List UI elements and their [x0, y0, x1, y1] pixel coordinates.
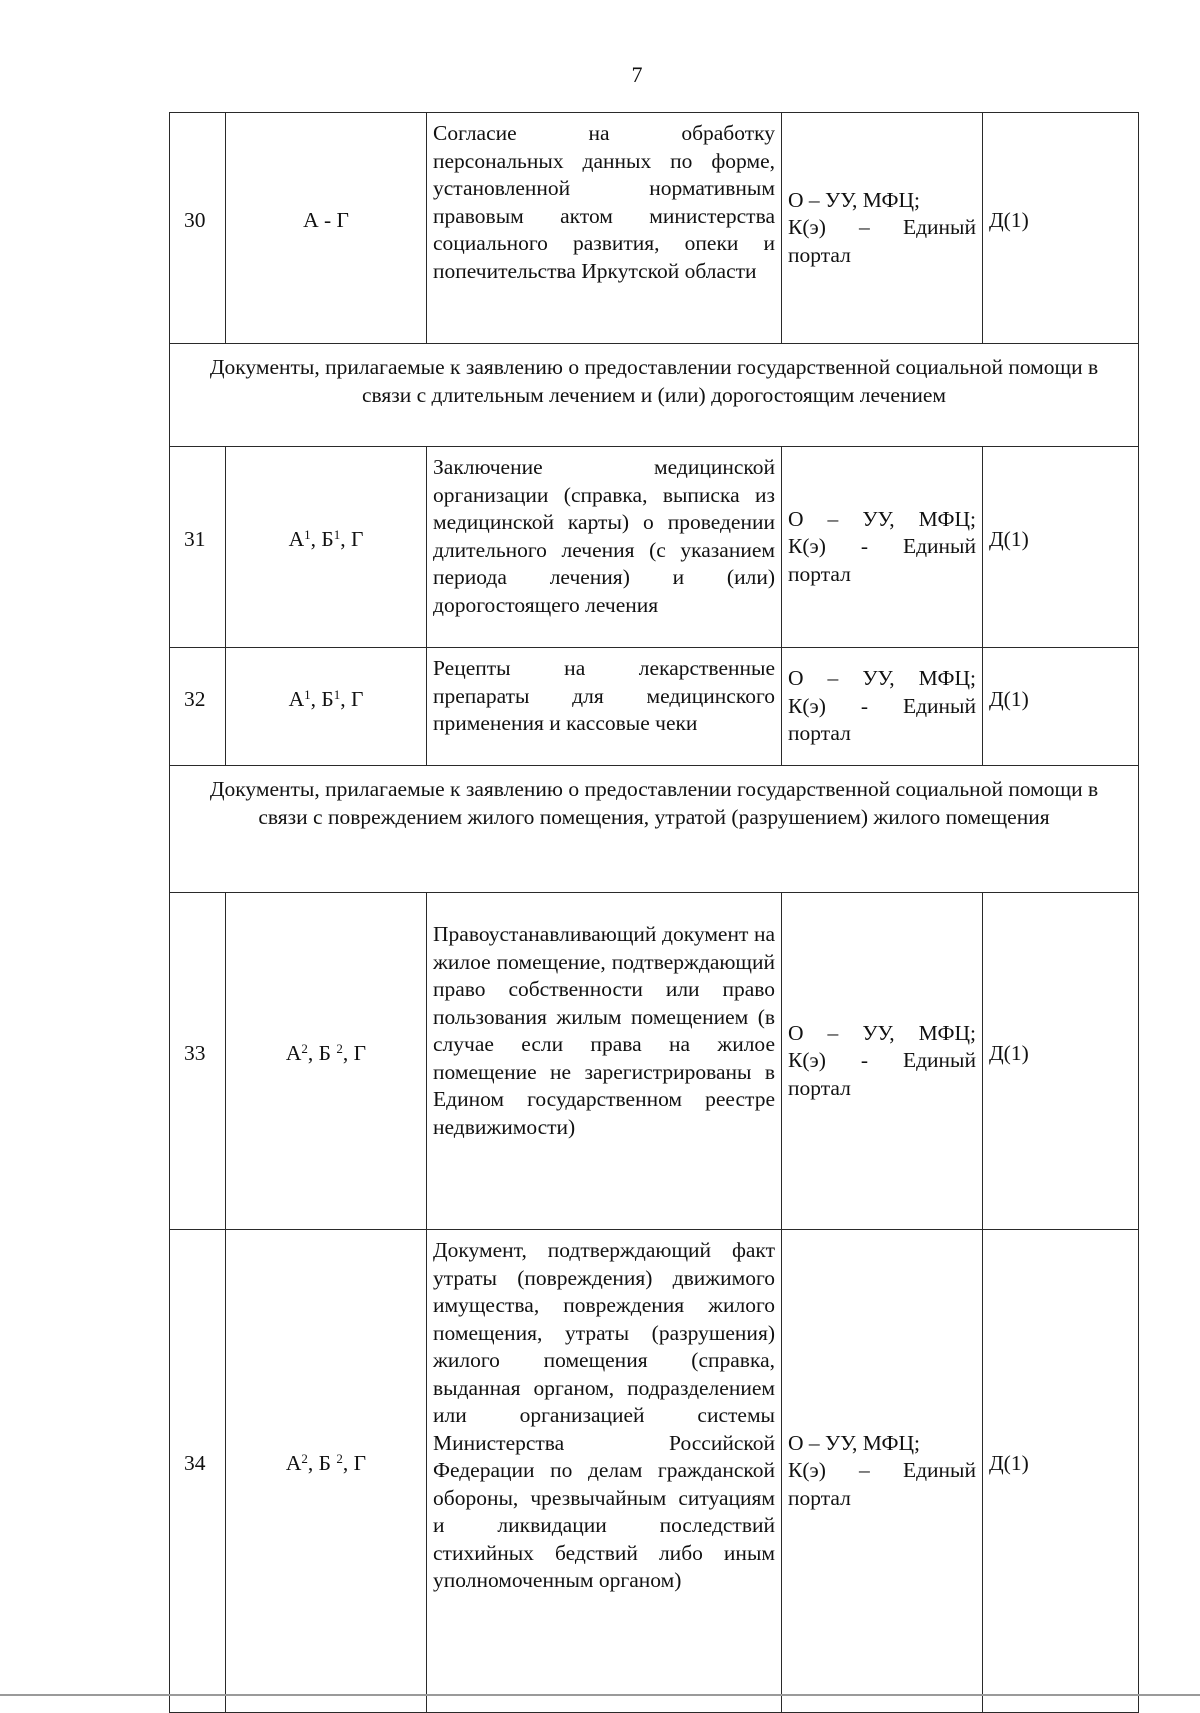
applicant-part: , Г	[342, 1451, 367, 1476]
applicant-part: , Б	[310, 527, 334, 552]
document-code: Д(1)	[983, 893, 1139, 1230]
applicant-categories	[226, 1230, 427, 1713]
table-row	[170, 447, 1139, 648]
applicant-part: А	[288, 686, 305, 711]
applicant-superscript: 2	[301, 1041, 308, 1057]
document-description: Согласие на обработку персональных данных по форме, установленной нормативным правовым актом министерства социального развития, опеки и попечительства Иркутской области	[427, 113, 782, 344]
applicant-superscript: 2	[301, 1451, 308, 1467]
applicant-categories: А - Г	[226, 113, 427, 344]
submission-method	[782, 893, 983, 1230]
table-row	[170, 1230, 1139, 1713]
section-header-row	[170, 766, 1139, 893]
page-number: 7	[631, 62, 643, 87]
submission-method	[782, 113, 983, 344]
section-header-row	[170, 344, 1139, 447]
document-code: Д(1)	[983, 113, 1139, 344]
submission-method-line: О – УУ, МФЦ;	[788, 187, 921, 212]
submission-method-line: портал	[788, 561, 851, 586]
section-title-treatment: Документы, прилагаемые к заявлению о предоставлении государственной социальной помощи в связи с длительным лечением и (или) дорогостоящим лечением	[170, 344, 1139, 447]
applicant-categories	[226, 893, 427, 1230]
applicant-superscript: 1	[333, 686, 341, 702]
row-number: 34	[170, 1230, 226, 1713]
submission-method	[782, 447, 983, 648]
applicant-part: А	[285, 1451, 302, 1476]
submission-method-line: портал	[788, 1485, 851, 1510]
applicant-part: А	[285, 1041, 302, 1066]
document-description: Рецепты на лекарственные препараты для медицинского применения и кассовые чеки	[427, 648, 782, 766]
document-code: Д(1)	[983, 447, 1139, 648]
row-number: 33	[170, 893, 226, 1230]
table-row	[170, 893, 1139, 1230]
submission-method-line: портал	[788, 242, 851, 267]
table-row	[170, 113, 1139, 344]
document-description: Документ, подтверждающий факт утраты (повреждения) движимого имущества, повреждения жилого помещения, утраты (разрушения) жилого помещения (справка, выданная органом, подразделением или организацией системы Министерства Российской Федерации по делам гражданской обороны, чрезвычайным ситуациям и ликвидации последствий стихийных бедствий либо иным уполномоченным органом)	[427, 1230, 782, 1713]
submission-method-line: К(э) – Единый	[788, 1458, 976, 1483]
applicant-superscript: 1	[333, 527, 341, 543]
applicant-categories	[226, 447, 427, 648]
document-description: Правоустанавливающий документ на жилое помещение, подтверждающий право собственности или право пользования жилым помещением (в случае если права на жилое помещение не зарегистрированы в Едином государственном реестре недвижимости)	[427, 893, 782, 1230]
applicant-superscript: 2	[336, 1041, 343, 1057]
document-code: Д(1)	[983, 1230, 1139, 1713]
applicant-superscript: 1	[304, 527, 311, 543]
applicant-superscript: 2	[336, 1451, 343, 1467]
applicant-part: А	[288, 527, 305, 552]
applicant-part: , Г	[342, 1041, 367, 1066]
submission-method-line: К(э) – Единый	[788, 215, 976, 240]
row-number: 30	[170, 113, 226, 344]
submission-method-line: О – УУ, МФЦ;	[788, 1430, 921, 1455]
submission-method	[782, 648, 983, 766]
row-number: 31	[170, 447, 226, 648]
applicant-categories	[226, 648, 427, 766]
submission-method	[782, 1230, 983, 1713]
documents-table	[169, 112, 1139, 1713]
applicant-part: , Б	[310, 686, 334, 711]
submission-method-line: К(э) - Единый	[788, 693, 976, 718]
submission-method-line: О – УУ, МФЦ;	[788, 506, 976, 531]
row-number: 32	[170, 648, 226, 766]
section-title-housing: Документы, прилагаемые к заявлению о предоставлении государственной социальной помощи в связи с повреждением жилого помещения, утратой (разрушением) жилого помещения	[170, 766, 1139, 893]
applicant-part: , Г	[340, 527, 364, 552]
document-description: Заключение медицинской организации (справка, выписка из медицинской карты) о проведении длительного лечения (с указанием периода лечения) и (или) дорогостоящего лечения	[427, 447, 782, 648]
applicant-superscript: 1	[304, 686, 311, 702]
applicant-part: , Б	[307, 1041, 337, 1066]
table-row	[170, 648, 1139, 766]
page-bottom-rule	[0, 1694, 1200, 1696]
submission-method-line: К(э) - Единый	[788, 534, 976, 559]
submission-method-line: портал	[788, 1075, 851, 1100]
document-code: Д(1)	[983, 648, 1139, 766]
submission-method-line: портал	[788, 721, 851, 746]
applicant-part: , Б	[307, 1451, 337, 1476]
submission-method-line: К(э) - Единый	[788, 1048, 976, 1073]
applicant-part: , Г	[340, 686, 364, 711]
submission-method-line: О – УУ, МФЦ;	[788, 1020, 976, 1045]
submission-method-line: О – УУ, МФЦ;	[788, 666, 976, 691]
